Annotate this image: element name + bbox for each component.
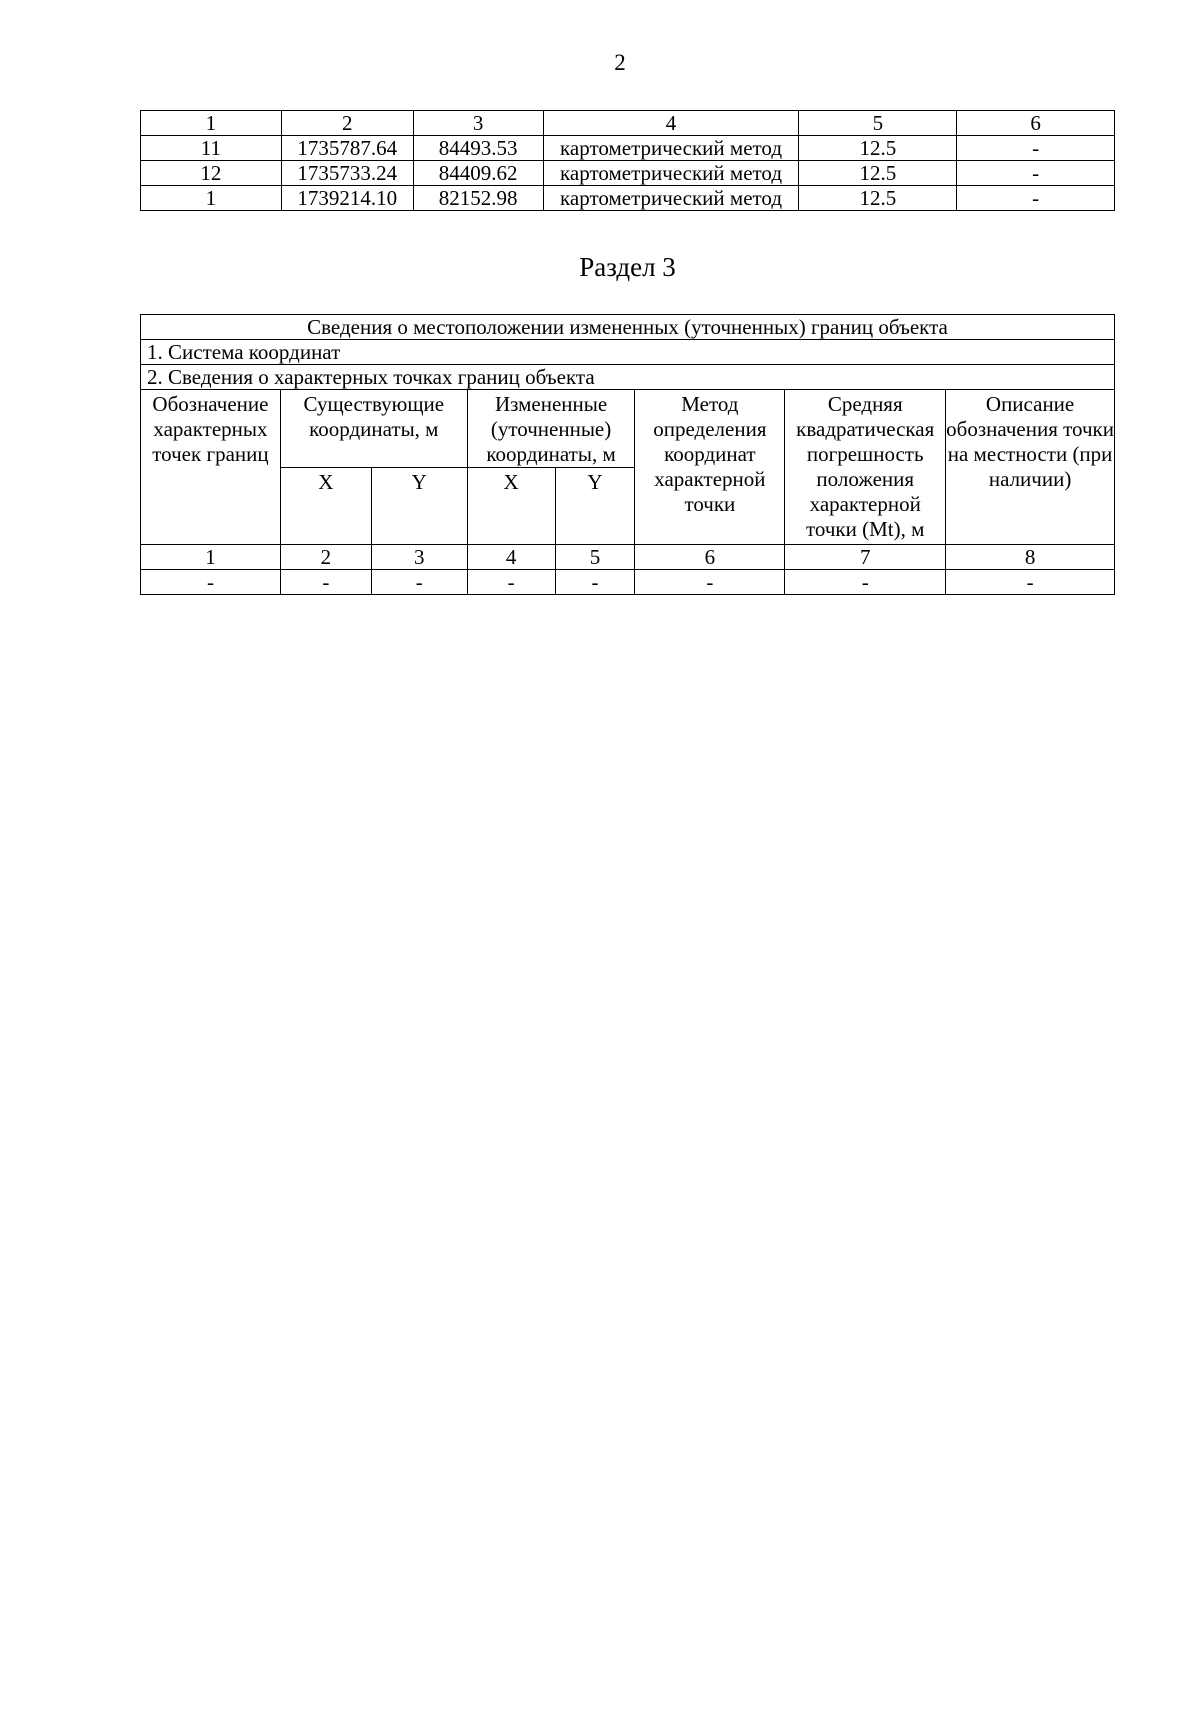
column-number: 1	[141, 545, 281, 570]
table-cell: картометрический метод	[543, 186, 799, 211]
table-cell: -	[280, 570, 371, 595]
table-cell: 1739214.10	[281, 186, 413, 211]
table-cell: 12.5	[799, 136, 957, 161]
header-point-designation: Обозначение характерных точек границ	[141, 390, 281, 545]
table-cell: 12.5	[799, 161, 957, 186]
table-row	[141, 570, 1115, 595]
table-title: Сведения о местоположении измененных (уточненных) границ объекта	[141, 315, 1115, 340]
page-number: 2	[614, 50, 626, 75]
header-cell: 2	[281, 111, 413, 136]
column-number: 6	[635, 545, 785, 570]
table-cell: -	[957, 136, 1115, 161]
header-mean-error: Средняя квадратическая погрешность положения характерной точки (Mt), м	[785, 390, 946, 545]
table-row	[141, 161, 1115, 186]
coordinate-system-row: 1. Система координат	[141, 340, 1115, 365]
column-number: 4	[467, 545, 555, 570]
table-row	[141, 186, 1115, 211]
changed-boundaries-table	[140, 314, 1115, 595]
header-cell: 1	[141, 111, 282, 136]
table-cell: 82152.98	[413, 186, 543, 211]
table-header-row	[141, 111, 1115, 136]
points-info-row: 2. Сведения о характерных точках границ объекта	[141, 365, 1115, 390]
table-cell: 1735787.64	[281, 136, 413, 161]
header-cell: 4	[543, 111, 799, 136]
table-cell: -	[946, 570, 1115, 595]
column-number: 2	[280, 545, 371, 570]
table-cell: -	[785, 570, 946, 595]
column-number: 5	[555, 545, 635, 570]
column-number: 7	[785, 545, 946, 570]
header-x: X	[280, 468, 371, 545]
table-cell: 84409.62	[413, 161, 543, 186]
table-row	[141, 136, 1115, 161]
header-existing-coordinates: Существующие координаты, м	[280, 390, 467, 468]
column-number: 8	[946, 545, 1115, 570]
header-y: Y	[555, 468, 635, 545]
table-cell: 12.5	[799, 186, 957, 211]
header-cell: 5	[799, 111, 957, 136]
table-cell: картометрический метод	[543, 161, 799, 186]
header-cell: 3	[413, 111, 543, 136]
table-cell: -	[957, 186, 1115, 211]
table-cell: 84493.53	[413, 136, 543, 161]
table-cell: картометрический метод	[543, 136, 799, 161]
table-cell: -	[957, 161, 1115, 186]
table-cell: -	[467, 570, 555, 595]
table-cell: -	[555, 570, 635, 595]
table-cell: -	[371, 570, 467, 595]
table-cell: 1	[141, 186, 282, 211]
table-cell: -	[635, 570, 785, 595]
table-cell: 1735733.24	[281, 161, 413, 186]
header-cell: 6	[957, 111, 1115, 136]
table-cell: 11	[141, 136, 282, 161]
table-cell: -	[141, 570, 281, 595]
header-description: Описание обозначения точки на местности (при наличии)	[946, 390, 1115, 545]
boundary-points-table	[140, 110, 1115, 211]
header-y: Y	[371, 468, 467, 545]
table-cell: 12	[141, 161, 282, 186]
column-number-row	[141, 545, 1115, 570]
header-changed-coordinates: Измененные (уточненные) координаты, м	[467, 390, 635, 468]
section-title: Раздел 3	[579, 252, 676, 282]
column-number: 3	[371, 545, 467, 570]
header-method: Метод определения координат характерной точки	[635, 390, 785, 545]
header-x: X	[467, 468, 555, 545]
